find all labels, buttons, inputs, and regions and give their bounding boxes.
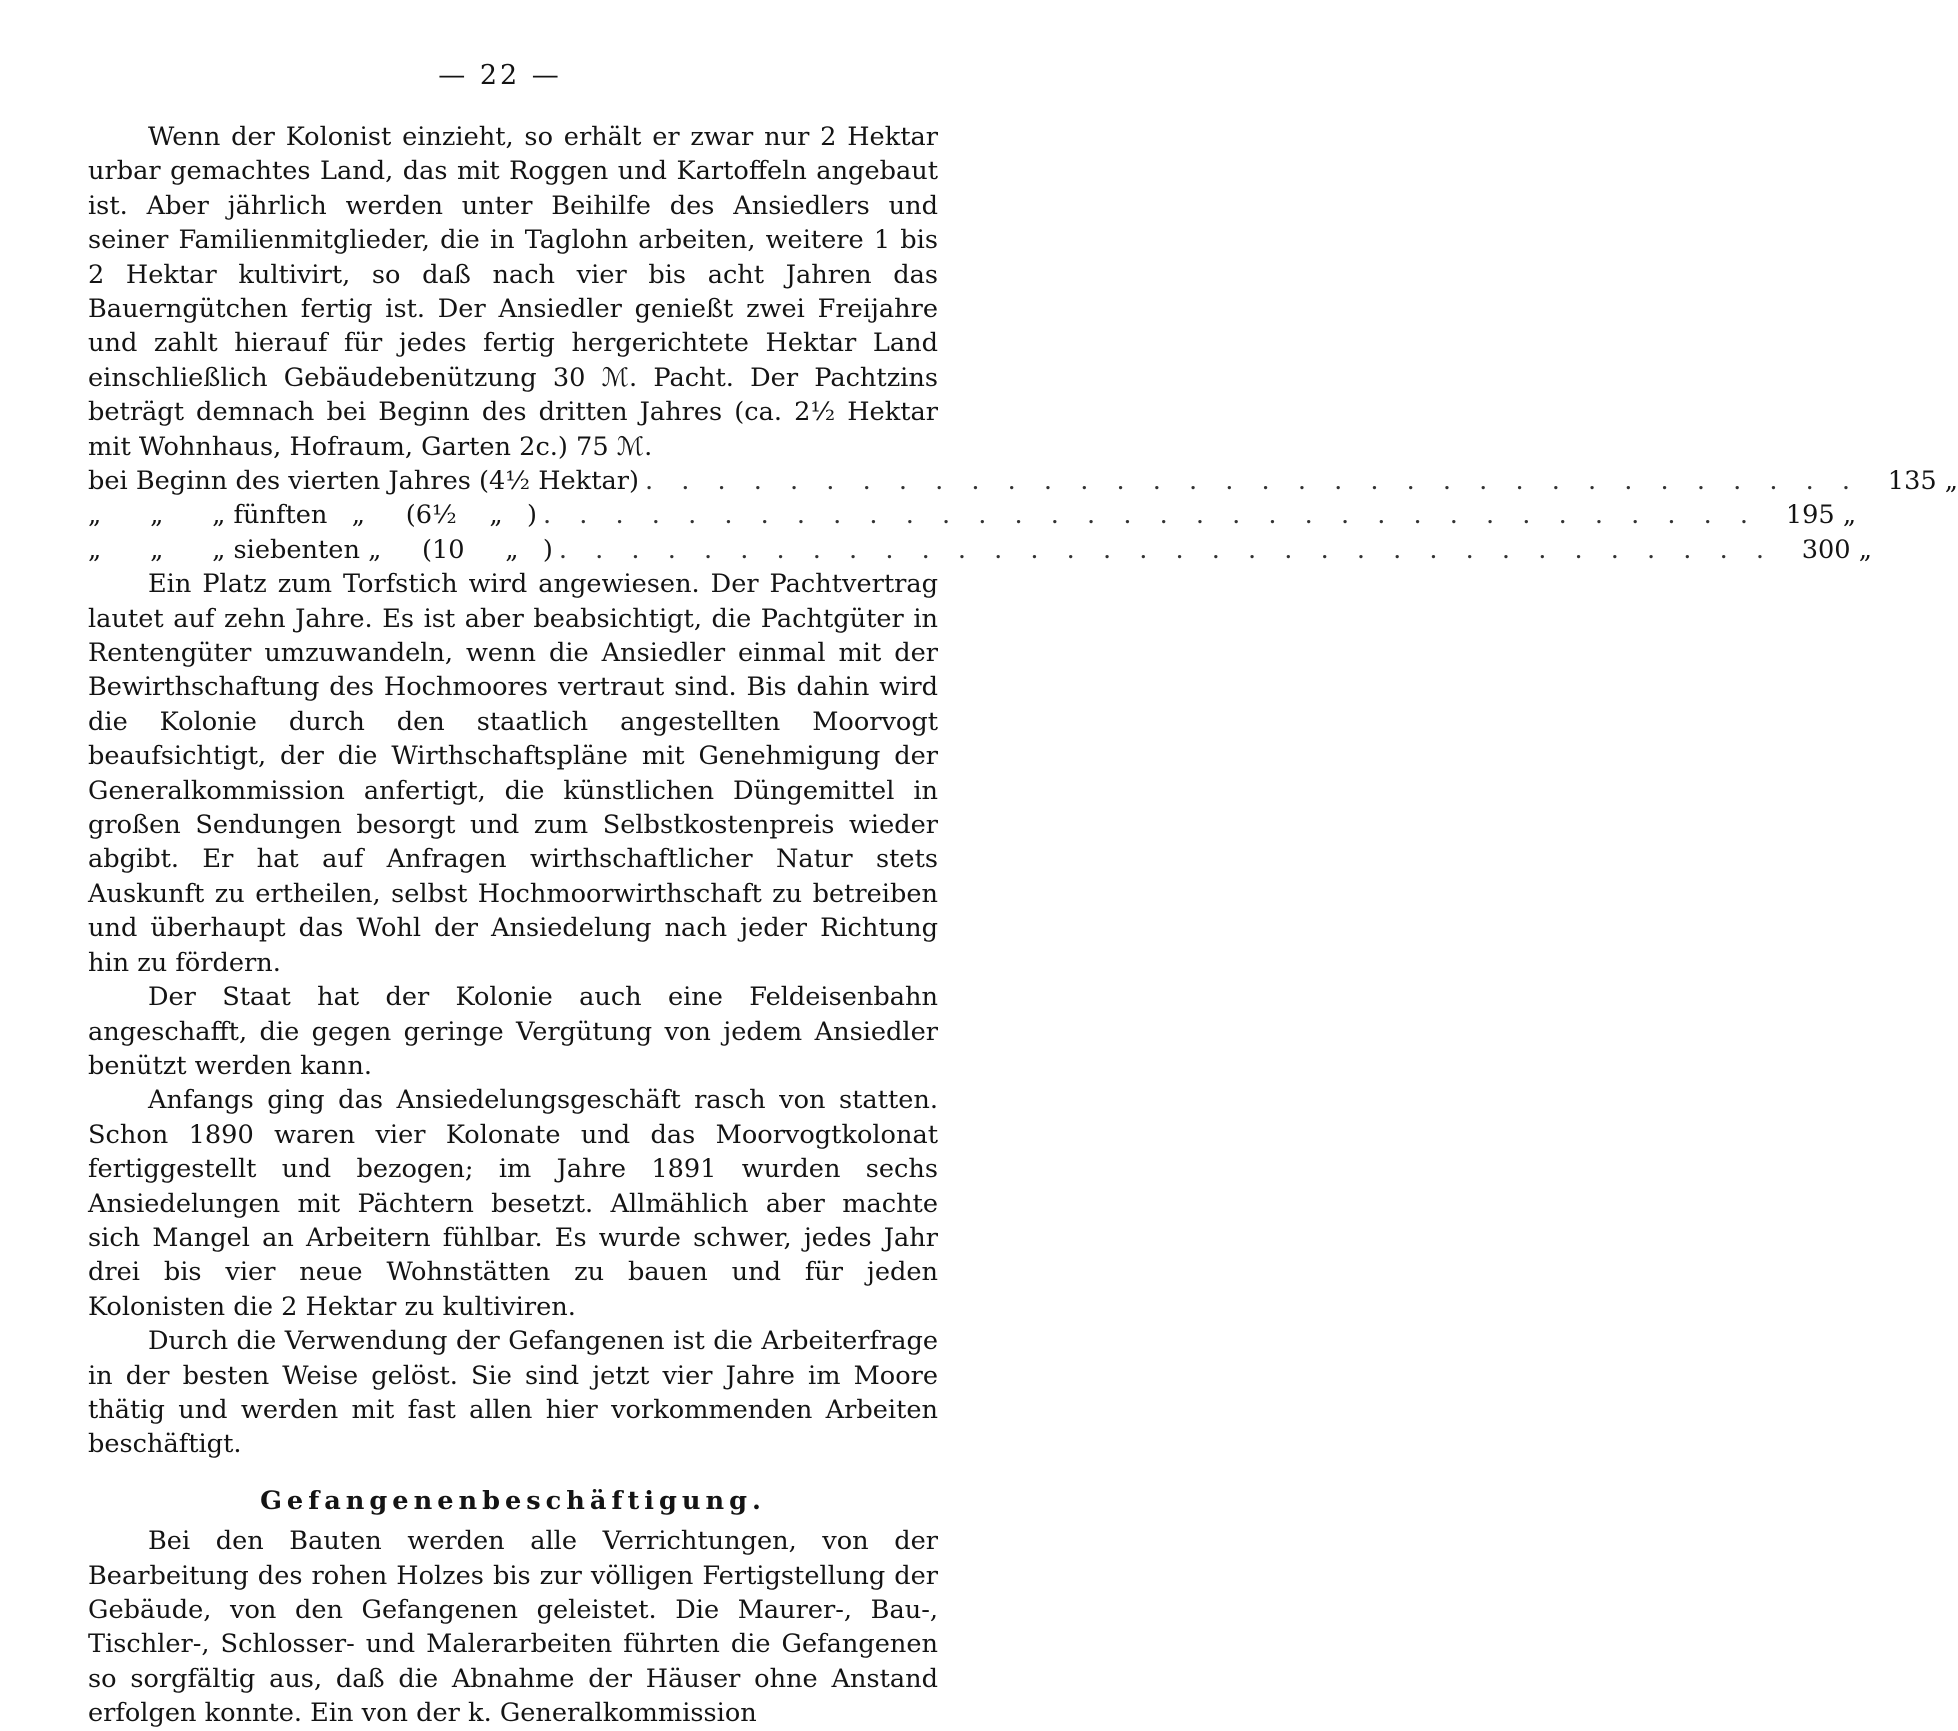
- paragraph-bauten: Bei den Bauten werden alle Verrichtungen, von der Bearbeitung des rohen Holzes bis zur völligen Fertigstellung der Gebäude, von den Gefangenen geleistet. Die Maurer-, Bau-, Tischler-, Schlosser- und Malerarbeiten führten die Gefangenen so sorgfältig aus, daß die Abnahme der Häuser ohne Anstand erfolgen konnte. Ein von der k. Generalkommission: [88, 1526, 938, 1729]
- rent-row-fourth-year: [88, 464, 1958, 498]
- rent-row-seventh-year: [88, 533, 1872, 567]
- body-text: [88, 120, 1958, 1731]
- rent-row-description: bei Beginn des vierten Jahres (4½ Hektar): [88, 466, 639, 497]
- dot-leader: . . . . . . . . . . . . . . . . . . . . . . . . . . . . . . . . . .: [644, 466, 1861, 497]
- rent-row-fifth-year: [88, 498, 1857, 532]
- paragraph-kolonist: Wenn der Kolonist einzieht, so erhält er zwar nur 2 Hektar urbar gemachtes Land, das mit Roggen und Kartoffeln angebaut ist. Aber jährlich werden unter Beihilfe des Ansiedlers und seiner Familienmitglieder, die in Taglohn arbeiten, weitere 1 bis 2 Hektar kultivirt, so daß nach vier bis acht Jahren das Bauerngütchen fertig ist. Der Ansiedler genießt zwei Freijahre und zahlt hierauf für jedes fertig hergerichtete Hektar Land einschließlich Gebäudebenützung 30 ℳ. Pacht. Der Pachtzins beträgt demnach bei Beginn des dritten Jahres (ca. 2½ Hektar mit Wohnhaus, Hofraum, Garten 2c.) 75 ℳ.: [88, 122, 938, 462]
- dot-leader: . . . . . . . . . . . . . . . . . . . . . . . . . . . . . . . . . .: [542, 500, 1759, 531]
- rent-row-description: „ „ „ fünften „ (6½ „ ): [88, 500, 537, 531]
- rent-row-amount: 300 „: [1801, 534, 1872, 565]
- paragraph-gefangene: Durch die Verwendung der Gefangenen ist die Arbeiterfrage in der besten Weise gelöst. Sie sind jetzt vier Jahre im Moore thätig und werden mit fast allen hier vorkommenden Arbeiten beschäftigt.: [88, 1326, 938, 1460]
- rent-row-description: „ „ „ siebenten „ (10 „ ): [88, 534, 553, 565]
- rent-row-amount: 195 „: [1785, 500, 1857, 531]
- rent-table: [88, 464, 1958, 567]
- paragraph-feldeisenbahn: Der Staat hat der Kolonie auch eine Feldeisenbahn angeschafft, die gegen geringe Vergütung von jedem Ansiedler benützt werden kann.: [88, 982, 938, 1081]
- section-heading: Gefangenenbeschäftigung.: [260, 1485, 766, 1516]
- rent-row-amount: 135 „: [1887, 466, 1958, 497]
- paragraph-ansiedelungsgeschaeft: Anfangs ging das Ansiedelungsgeschäft rasch von statten. Schon 1890 waren vier Kolonate und das Moorvogtkolonat fertiggestellt und bezogen; im Jahre 1891 wurden sechs Ansiedelungen mit Pächtern besetzt. Allmählich aber machte sich Mangel an Arbeitern fühlbar. Es wurde schwer, jedes Jahr drei bis vier neue Wohnstätten zu bauen und für jeden Kolonisten die 2 Hektar zu kultiviren.: [88, 1085, 938, 1322]
- paragraph-torfstich: Ein Platz zum Torfstich wird angewiesen. Der Pachtvertrag lautet auf zehn Jahre. Es ist aber beabsichtigt, die Pachtgüter in Rentengüter umzuwandeln, wenn die Ansiedler einmal mit der Bewirthschaftung des Hochmoores vertraut sind. Bis dahin wird die Kolonie durch den staatlich angestellten Moorvogt beaufsichtigt, der die Wirthschaftspläne mit Genehmigung der Generalkommission anfertigt, die künstlichen Düngemittel in großen Sendungen besorgt und zum Selbstkostenpreis wieder abgibt. Er hat auf Anfragen wirthschaftlicher Natur stets Auskunft zu ertheilen, selbst Hochmoorwirthschaft zu betreiben und überhaupt das Wohl der Ansiedelung nach jeder Richtung hin zu fördern.: [88, 569, 938, 978]
- dot-leader: . . . . . . . . . . . . . . . . . . . . . . . . . . . . . . . . . .: [558, 534, 1774, 565]
- page-number: — 22 —: [438, 60, 562, 91]
